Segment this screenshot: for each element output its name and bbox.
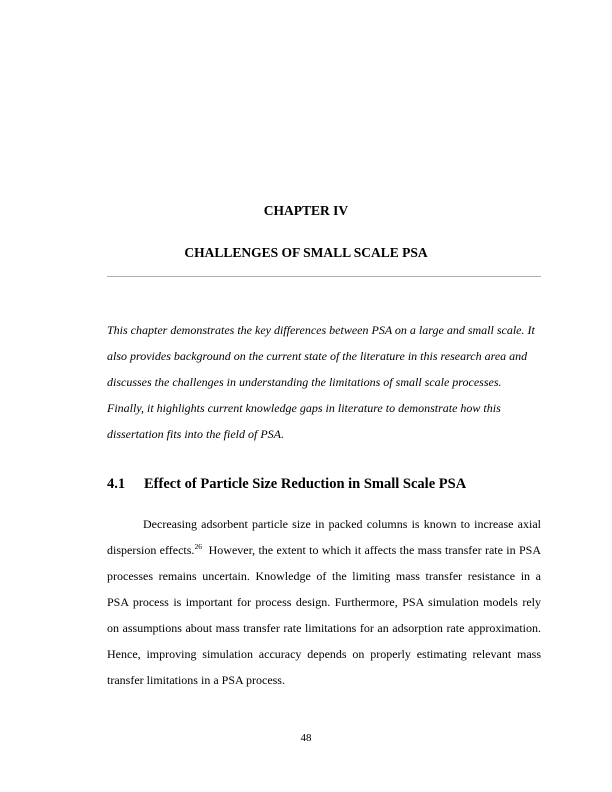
chapter-title: CHALLENGES OF SMALL SCALE PSA (184, 245, 428, 260)
citation-26: 26 (194, 542, 202, 551)
body-line (107, 543, 541, 557)
body-line: Hence, improving simulation accuracy depends on properly estimating relevant mass (107, 647, 541, 661)
abstract-line: This chapter demonstrates the key differences between PSA on a large and small scale. It (107, 323, 535, 337)
body-text: dispersion effects. (107, 543, 195, 557)
body-line: transfer limitations in a PSA process. (107, 673, 285, 687)
abstract-line: Finally, it highlights current knowledge gaps in literature to demonstrate how this (107, 401, 501, 415)
body-line: processes remains uncertain. Knowledge of the limiting mass transfer resistance in a (107, 569, 541, 583)
body-line: on assumptions about mass transfer rate limitations for an adsorption rate approximation. (107, 621, 541, 635)
section-number: 4.1 (107, 476, 126, 492)
body-line: Decreasing adsorbent particle size in packed columns is known to increase axial (143, 517, 541, 531)
abstract-line: also provides background on the current state of the literature in this research area and (107, 349, 528, 363)
abstract-line: dissertation fits into the field of PSA. (107, 427, 284, 441)
divider (107, 276, 541, 277)
abstract-line: discusses the challenges in understanding the limitations of small scale processes. (107, 375, 502, 389)
body-line: PSA process is important for process design. Furthermore, PSA simulation models rely (107, 595, 541, 609)
chapter-label: CHAPTER IV (263, 203, 349, 218)
page-number: 48 (300, 732, 312, 744)
body-text: However, the extent to which it affects the mass transfer rate in PSA (201, 543, 541, 557)
section-title: Effect of Particle Size Reduction in Small Scale PSA (144, 476, 467, 492)
section-heading (107, 476, 466, 493)
